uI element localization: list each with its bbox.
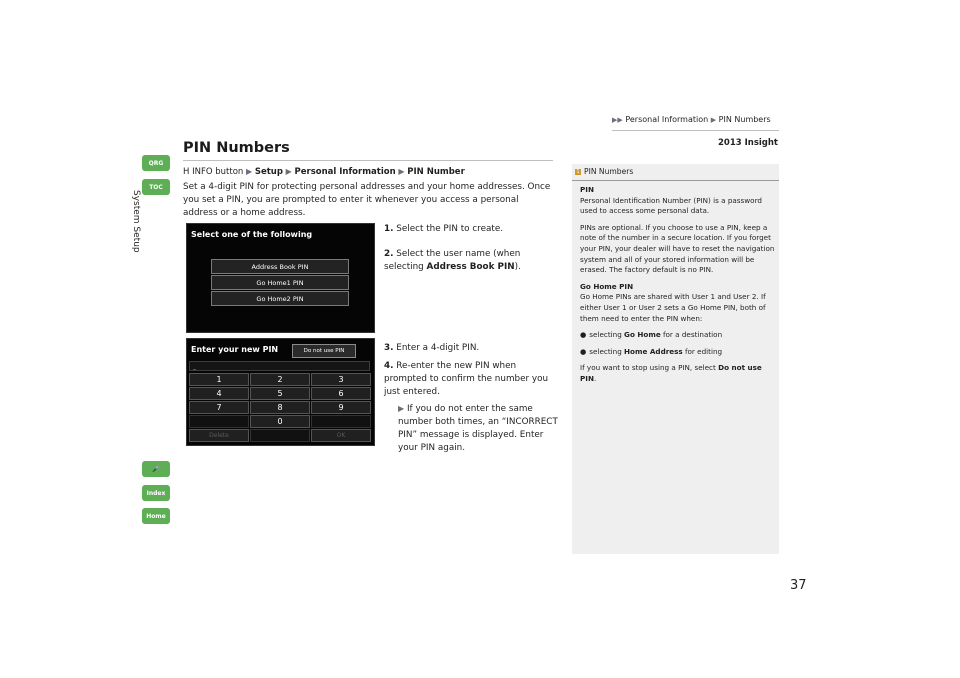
note-subheading: PIN: [580, 185, 594, 194]
home-button[interactable]: Home: [142, 508, 170, 524]
key-5[interactable]: 5: [250, 387, 310, 400]
note-text: PINs are optional. If you choose to use a PIN, keep a note of the number in a secure location. If you forget your PIN, your dealer will have to reset the navigation system and all of your stored information will be erased. The factory default is no PIN.: [580, 222, 775, 275]
note-bold: Home Address: [624, 346, 683, 356]
note-text: selecting: [589, 330, 625, 340]
page-title: PIN Numbers: [183, 140, 290, 156]
ok-button[interactable]: OK: [311, 429, 371, 442]
step-text: Select the user name (when selecting: [384, 249, 521, 272]
divider: [183, 160, 553, 161]
path-item: PIN Number: [407, 167, 465, 177]
screen-title: Select one of the following: [191, 230, 313, 239]
bullet-icon: ●: [580, 330, 587, 340]
go-home2-pin-button[interactable]: Go Home2 PIN: [211, 291, 349, 306]
note-text: Go Home PINs are shared with User 1 and User 2. If either User 1 or User 2 sets a Go Home PIN, both of them need to enter the PIN when:: [580, 292, 766, 323]
key-3[interactable]: 3: [311, 373, 371, 386]
keypad: [189, 373, 371, 442]
step-text: Re-enter the new PIN when prompted to confirm the number you just entered.: [384, 361, 549, 397]
enter-pin-screen: [186, 338, 375, 446]
toc-button[interactable]: TOC: [142, 179, 170, 195]
voice-icon: 🎤: [152, 465, 160, 473]
divider: [612, 130, 779, 131]
key-blank: [250, 429, 310, 442]
do-not-use-pin-button[interactable]: Do not use PIN: [292, 344, 356, 358]
note-text: selecting: [589, 346, 625, 356]
note-body: [580, 185, 775, 391]
arrow-right-icon: ▶: [710, 116, 717, 124]
menu-path: [183, 167, 465, 177]
note-header: [572, 164, 779, 181]
step-number: 1.: [384, 224, 394, 234]
arrow-right-icon: ▶: [285, 167, 292, 176]
step-3: [384, 342, 479, 355]
address-book-pin-button[interactable]: Address Book PIN: [211, 259, 349, 274]
key-2[interactable]: 2: [250, 373, 310, 386]
path-item: Setup: [254, 167, 283, 177]
note-header-text: PIN Numbers: [584, 167, 634, 176]
index-button[interactable]: Index: [142, 485, 170, 501]
page-number: 37: [790, 578, 807, 593]
breadcrumb: [612, 115, 771, 124]
intro-paragraph: Set a 4-digit PIN for protecting personal addresses and your home addresses. Once you set a PIN, you are prompted to enter it whenever you access a personal address or a home address.: [183, 182, 551, 218]
arrow-right-icon: ▶▶: [612, 116, 623, 124]
section-label: System Setup: [131, 190, 141, 253]
step-2: [384, 248, 554, 274]
select-pin-screen: [186, 223, 375, 333]
step-4: [384, 360, 554, 399]
note-text: .: [593, 373, 597, 383]
breadcrumb-item[interactable]: Personal Information: [625, 115, 709, 124]
step-number: 3.: [384, 343, 394, 353]
note-text: for editing: [682, 346, 723, 356]
home-icon: H: [183, 167, 190, 177]
step-text: Enter a 4-digit PIN.: [396, 343, 480, 353]
breadcrumb-item[interactable]: PIN Numbers: [718, 115, 771, 124]
step-number: 2.: [384, 249, 394, 259]
key-6[interactable]: 6: [311, 387, 371, 400]
qrg-button[interactable]: QRG: [142, 155, 170, 171]
key-blank: [189, 415, 249, 428]
step-4-substep: [398, 402, 558, 455]
step-bold: Address Book PIN: [426, 262, 515, 272]
screen-title: Enter your new PIN: [191, 345, 279, 354]
side-note: [572, 164, 779, 554]
note-icon: 1: [576, 169, 580, 175]
note-text: If you want to stop using a PIN, select: [580, 363, 719, 373]
delete-button[interactable]: Delete: [189, 429, 249, 442]
arrow-right-icon: ▶: [398, 167, 405, 176]
note-bold: Do not use PIN: [580, 363, 762, 383]
step-text: ).: [514, 262, 521, 272]
arrow-right-icon: ▶: [398, 404, 405, 413]
step-number: 4.: [384, 361, 394, 371]
key-0[interactable]: 0: [250, 415, 310, 428]
step-1: [384, 223, 503, 236]
note-text: Personal Identification Number (PIN) is a password used to access some personal data.: [580, 195, 762, 216]
substep-text: If you do not enter the same number both times, an “INCORRECT PIN” message is displayed. Enter your PIN again.: [398, 404, 558, 453]
path-prefix: INFO button: [192, 167, 244, 177]
key-1[interactable]: 1: [189, 373, 249, 386]
arrow-right-icon: ▶: [246, 167, 253, 176]
note-bold: Go Home: [624, 330, 661, 340]
note-subheading: Go Home PIN: [580, 281, 634, 291]
key-8[interactable]: 8: [250, 401, 310, 414]
key-blank: [311, 415, 371, 428]
go-home1-pin-button[interactable]: Go Home1 PIN: [211, 275, 349, 290]
doc-title: 2013 Insight: [717, 138, 778, 148]
pin-input[interactable]: _: [189, 361, 370, 371]
key-7[interactable]: 7: [189, 401, 249, 414]
voice-command-button[interactable]: [142, 461, 170, 477]
path-item: Personal Information: [294, 167, 396, 177]
note-text: for a destination: [660, 330, 723, 340]
key-4[interactable]: 4: [189, 387, 249, 400]
bullet-icon: ●: [580, 346, 587, 356]
key-9[interactable]: 9: [311, 401, 371, 414]
step-text: Select the PIN to create.: [396, 224, 504, 234]
